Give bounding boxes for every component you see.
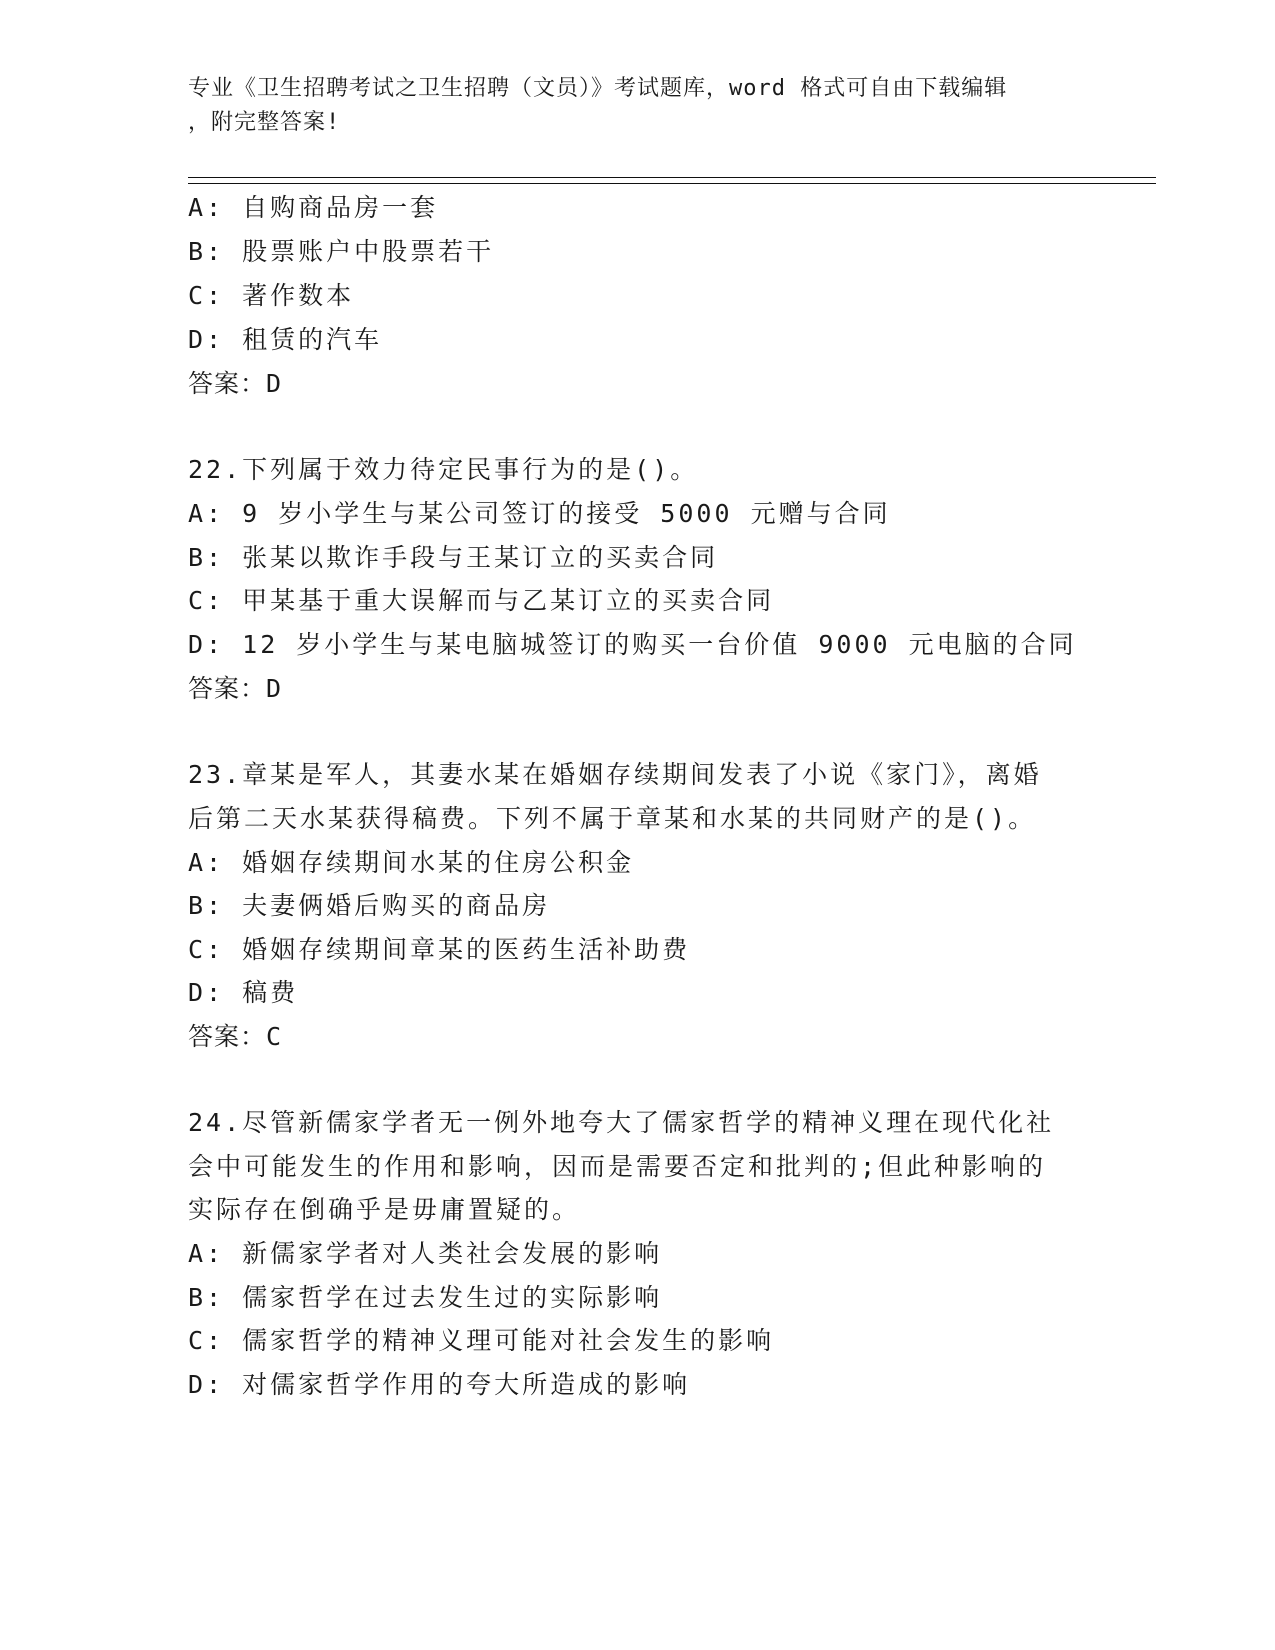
q24-option-b: B: 儒家哲学在过去发生过的实际影响 — [188, 1283, 663, 1312]
q21-option-b: B: 股票账户中股票若干 — [188, 237, 495, 266]
document-header — [188, 72, 1088, 140]
q24-option-c: C: 儒家哲学的精神义理可能对社会发生的影响 — [188, 1326, 775, 1355]
q22-option-a: A: 9 岁小学生与某公司签订的接受 5000 元赠与合同 — [188, 499, 891, 528]
q23-option-d: D: 稿费 — [188, 978, 299, 1007]
q22-option-b: B: 张某以欺诈手段与王某订立的买卖合同 — [188, 543, 719, 572]
q23-answer: 答案：C — [188, 1022, 283, 1051]
q23-option-b: B: 夫妻俩婚后购买的商品房 — [188, 891, 551, 920]
q23-stem-line-2: 后第二天水某获得稿费。下列不属于章某和水某的共同财产的是()。 — [188, 804, 1037, 833]
q21-option-a: A: 自购商品房一套 — [188, 193, 439, 222]
q24-option-a: A: 新儒家学者对人类社会发展的影响 — [188, 1239, 663, 1268]
q23-option-c: C: 婚姻存续期间章某的医药生活补助费 — [188, 935, 691, 964]
q24-stem-line-3: 实际存在倒确乎是毋庸置疑的。 — [188, 1195, 581, 1224]
header-rule-bottom — [188, 183, 1156, 184]
q22-option-c: C: 甲某基于重大误解而与乙某订立的买卖合同 — [188, 586, 775, 615]
q24-option-d: D: 对儒家哲学作用的夸大所造成的影响 — [188, 1370, 691, 1399]
q24-stem-line-2: 会中可能发生的作用和影响，因而是需要否定和批判的;但此种影响的 — [188, 1152, 1047, 1181]
q21-option-c: C: 著作数本 — [188, 281, 355, 310]
q21-option-d: D: 租赁的汽车 — [188, 325, 383, 354]
header-rule-top — [188, 177, 1156, 178]
q22-option-d: D: 12 岁小学生与某电脑城签订的购买一台价值 9000 元电脑的合同 — [188, 630, 1077, 659]
header-line-1: 专业《卫生招聘考试之卫生招聘（文员）》考试题库，word 格式可自由下载编辑 — [188, 76, 1008, 101]
q22-stem-line-1: 22.下列属于效力待定民事行为的是()。 — [188, 455, 699, 484]
q21-answer: 答案：D — [188, 369, 283, 398]
q23-option-a: A: 婚姻存续期间水某的住房公积金 — [188, 848, 635, 877]
header-line-2: ，附完整答案! — [188, 110, 341, 135]
q23-stem-line-1: 23.章某是军人，其妻水某在婚姻存续期间发表了小说《家门》，离婚 — [188, 760, 1042, 789]
q22-answer: 答案：D — [188, 674, 283, 703]
q24-stem-line-1: 24.尽管新儒家学者无一例外地夸大了儒家哲学的精神义理在现代化社 — [188, 1108, 1055, 1137]
